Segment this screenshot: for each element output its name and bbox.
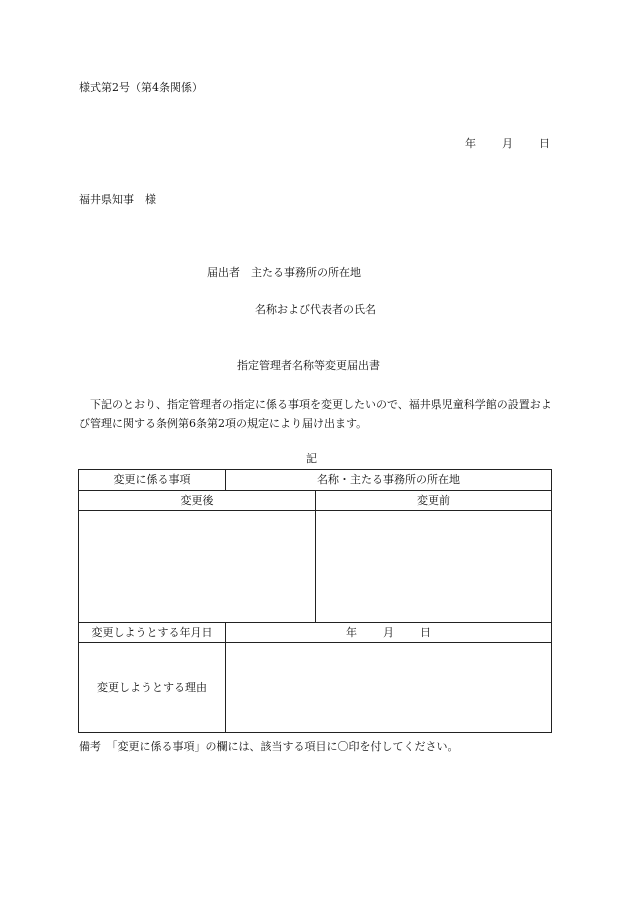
form-number: 様式第2号（第4条関係）	[79, 81, 203, 94]
before-entry-field[interactable]	[316, 511, 551, 622]
change-date-year: 年	[346, 625, 357, 639]
after-entry-field[interactable]	[79, 511, 315, 622]
date-month-label: 月	[502, 137, 513, 150]
submission-date	[465, 137, 550, 151]
notifier-name-label: 名称および代表者の氏名	[255, 303, 376, 316]
reason-entry-field[interactable]	[226, 643, 551, 732]
reason-label-cell	[79, 643, 225, 732]
reason-label: 変更しようとする理由	[97, 680, 207, 694]
item-label-cell	[79, 470, 225, 490]
item-label: 変更に係る事項	[113, 473, 191, 486]
change-date-field[interactable]	[226, 623, 551, 642]
notifier-address-label: 主たる事務所の所在地	[251, 266, 361, 279]
notifier-label: 届出者	[207, 266, 240, 279]
before-label: 変更前	[417, 493, 450, 507]
ki-heading: 記	[306, 452, 317, 465]
notifier-address-line	[207, 266, 361, 280]
after-label-cell	[79, 491, 315, 510]
addressee: 福井県知事 様	[79, 193, 156, 206]
body-text: 下記のとおり、指定管理者の指定に係る事項を変更したいので、福井県児童科学館の設置および管理に関する条例第6条第2項の規定により届け出ます。	[79, 398, 552, 430]
change-date-day: 日	[420, 625, 431, 639]
after-label: 変更後	[180, 493, 214, 507]
change-date-label: 変更しようとする年月日	[91, 625, 213, 639]
document-title: 指定管理者名称等変更届出書	[237, 359, 380, 372]
change-date-month: 月	[383, 625, 394, 639]
date-day-label: 日	[539, 137, 550, 150]
item-value-cell[interactable]	[226, 470, 551, 490]
change-details-table	[78, 469, 552, 733]
before-label-cell	[316, 491, 551, 510]
remarks-note: 備考 「変更に係る事項」の欄には、該当する項目に〇印を付してください。	[79, 740, 459, 753]
date-label-cell	[79, 623, 225, 642]
date-year-label: 年	[465, 137, 476, 150]
item-value: 名称・主たる事務所の所在地	[317, 473, 460, 486]
